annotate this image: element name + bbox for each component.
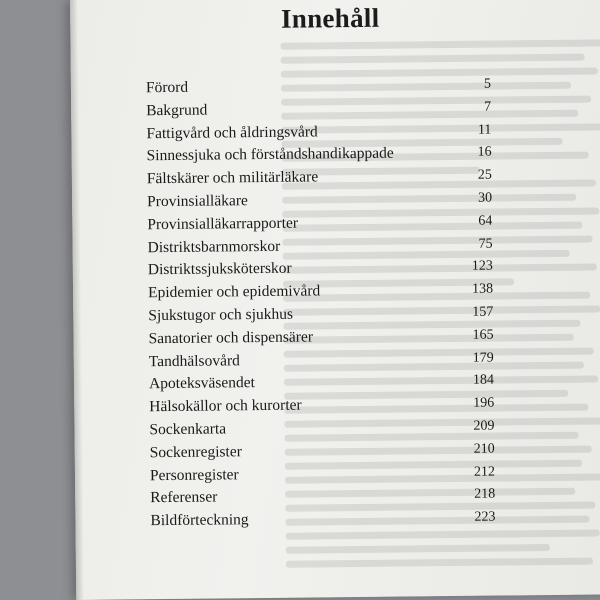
toc-entry-label: Bakgrund <box>146 101 208 120</box>
toc-entry-label: Referenser <box>150 488 218 507</box>
toc-entry-label: Hälsokällor och kurorter <box>149 396 302 416</box>
toc-entry-page: 179 <box>472 350 494 366</box>
toc-entry-label: Sanatorier och dispensärer <box>148 328 314 347</box>
toc-entry-page: 123 <box>471 258 493 275</box>
toc-entry-page: 223 <box>474 509 496 525</box>
toc-entry-label: Bildförteckning <box>150 511 249 530</box>
toc-entry-label: Distriktsbarnmorskor <box>147 237 281 256</box>
toc-entry-label: Sinnessjuka och förståndshandikappade <box>146 145 394 165</box>
toc-entry-page: 5 <box>483 76 491 92</box>
toc-entry-page: 7 <box>484 99 492 115</box>
toc-entry-page: 212 <box>473 464 496 480</box>
toc-entry-label: Sockenregister <box>149 442 242 461</box>
toc-entry-page: 75 <box>478 236 493 252</box>
toc-entry-label: Provinsialläkarrapporter <box>147 214 299 233</box>
toc-entry-page: 157 <box>472 304 494 320</box>
toc-entry-label: Apoteksväsendet <box>148 374 255 393</box>
book-page <box>70 0 600 600</box>
toc-entry-page: 209 <box>473 418 495 434</box>
toc-entry-label: Personregister <box>149 465 239 484</box>
toc-entry-page: 138 <box>471 281 494 297</box>
table-of-contents <box>146 74 496 534</box>
page-title: Innehåll <box>280 2 380 34</box>
toc-entry-page: 30 <box>478 190 493 206</box>
toc-entry-page: 184 <box>472 372 495 389</box>
toc-entry-label: Förord <box>145 78 189 97</box>
toc-entry <box>150 507 495 533</box>
toc-entry-page: 16 <box>477 144 492 161</box>
toc-entry-label: Fattigvård och åldringsvård <box>146 123 318 142</box>
page-gutter-shadow <box>70 0 84 600</box>
toc-entry-page: 11 <box>477 122 492 138</box>
toc-entry-label: Tandhälsovård <box>148 351 240 370</box>
toc-entry-label: Fältskärer och militärläkare <box>146 168 319 188</box>
toc-entry-label: Sjukstugor och sjukhus <box>148 305 294 325</box>
toc-entry-label: Epidemier och epidemivård <box>147 282 321 302</box>
toc-entry-page: 64 <box>478 213 493 229</box>
toc-entry-page: 165 <box>472 327 494 343</box>
toc-entry-page: 218 <box>474 486 496 503</box>
toc-entry-label: Sockenkarta <box>149 420 227 439</box>
toc-entry-page: 25 <box>477 167 492 183</box>
toc-entry-label: Distriktssjuksköterskor <box>147 260 292 279</box>
toc-entry-page: 196 <box>473 395 495 411</box>
toc-entry-label: Provinsialläkare <box>147 192 248 211</box>
toc-entry-page: 210 <box>473 441 495 457</box>
